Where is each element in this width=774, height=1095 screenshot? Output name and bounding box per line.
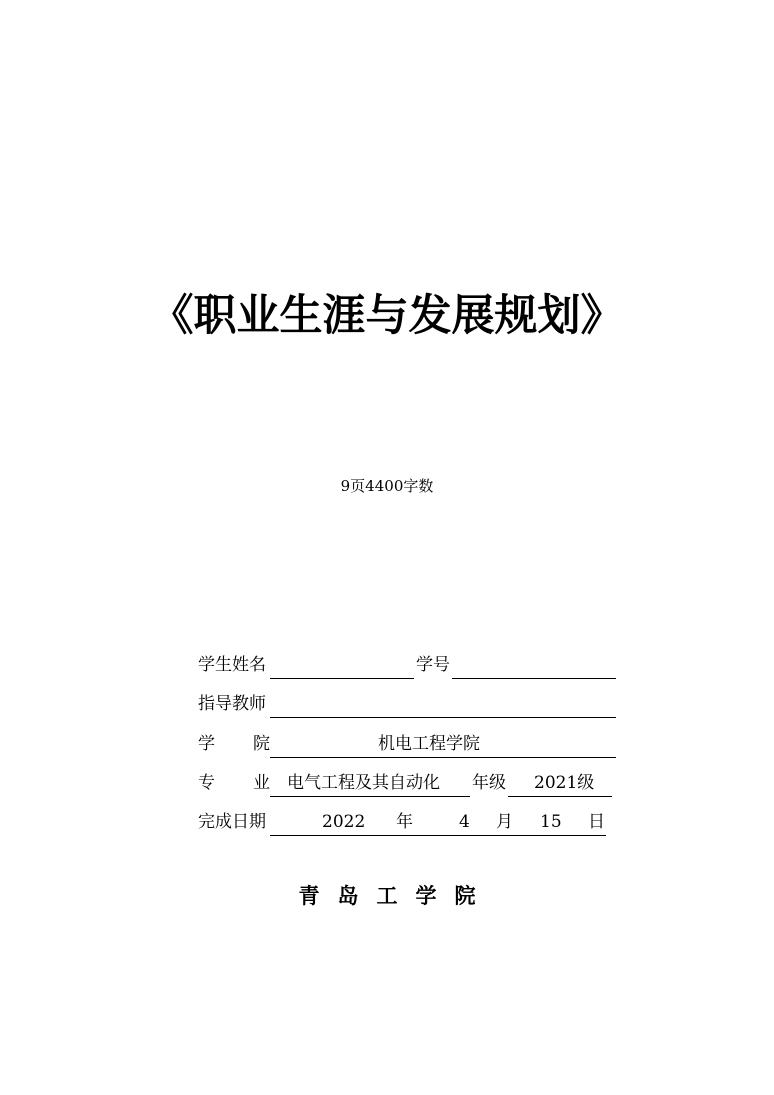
day-unit: 日 — [588, 812, 605, 832]
advisor-row — [198, 691, 618, 717]
student-name-field[interactable] — [270, 652, 414, 679]
college-label-char-1: 学 — [198, 734, 215, 754]
month-value: 4 — [459, 812, 470, 832]
school-name: 青岛工学院 — [298, 883, 494, 908]
date-field[interactable] — [270, 809, 606, 836]
grade-field[interactable] — [508, 770, 612, 797]
major-field[interactable] — [270, 770, 470, 797]
college-label-char-2: 院 — [253, 734, 270, 754]
document-title: 《职业生涯与发展规划》 — [150, 291, 624, 341]
major-label-char-1: 专 — [198, 773, 215, 793]
month-unit: 月 — [496, 812, 513, 832]
grade-label: 年级 — [472, 773, 506, 793]
year-unit: 年 — [396, 812, 413, 832]
word-count: 9页4400字数 — [340, 477, 434, 495]
major-label-char-2: 业 — [253, 773, 270, 793]
student-row — [198, 652, 618, 678]
major-row — [198, 770, 618, 796]
year-value: 2022 — [322, 812, 366, 832]
date-row — [198, 809, 618, 835]
day-value: 15 — [540, 812, 562, 832]
college-row — [198, 731, 618, 757]
grade-value: 2021级 — [534, 773, 595, 793]
student-id-field[interactable] — [452, 652, 616, 679]
student-name-label: 学生姓名 — [198, 655, 266, 675]
college-value: 机电工程学院 — [378, 734, 480, 754]
advisor-label: 指导教师 — [198, 694, 266, 714]
date-label: 完成日期 — [198, 812, 266, 832]
student-id-label: 学号 — [416, 655, 450, 675]
college-field[interactable] — [270, 731, 616, 758]
advisor-field[interactable] — [270, 691, 616, 718]
major-value: 电气工程及其自动化 — [287, 773, 440, 793]
